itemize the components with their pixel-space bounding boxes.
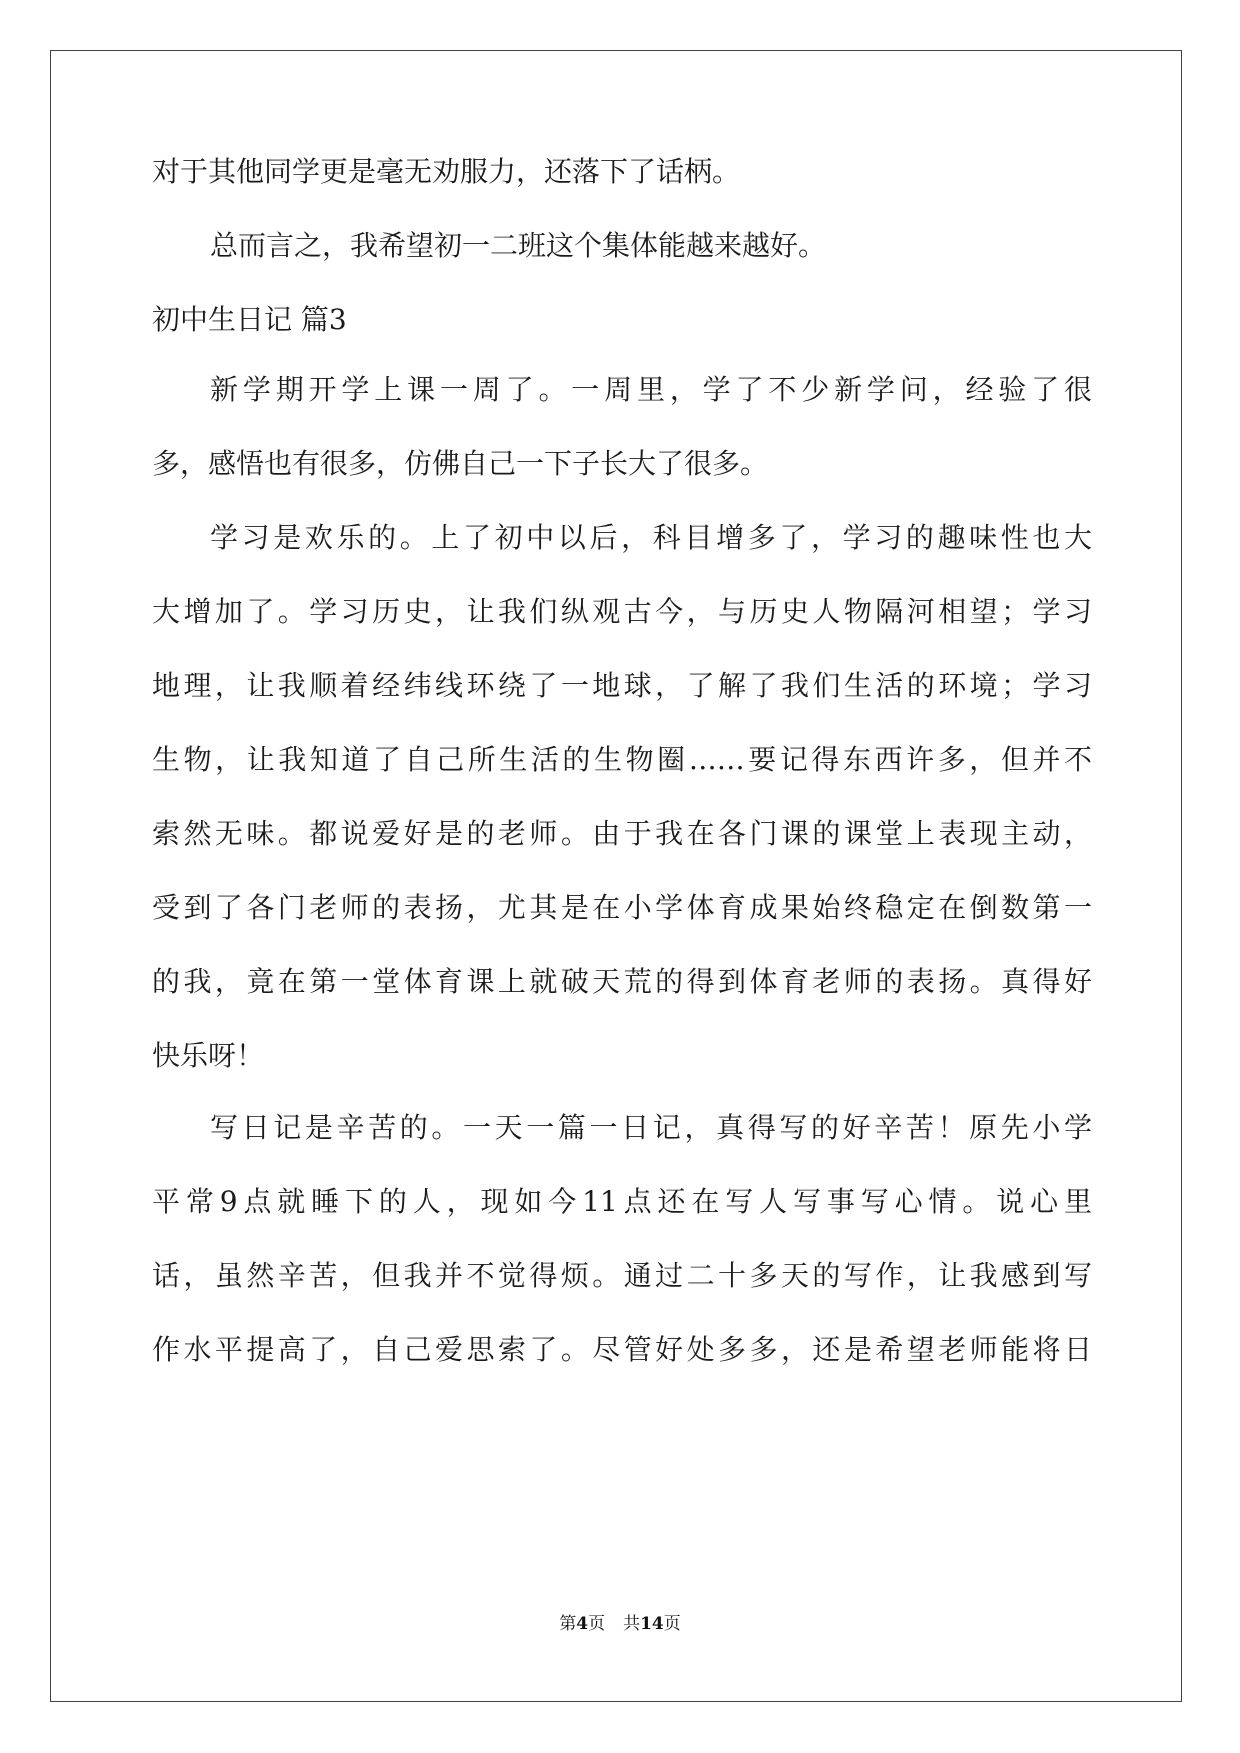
paragraph-line: 写日记是辛苦的。一天一篇一日记，真得写的好辛苦！原先小学 — [210, 1111, 1092, 1144]
paragraph-line: 大增加了。学习历史，让我们纵观古今，与历史人物隔河相望；学习 — [152, 595, 1092, 628]
paragraph-line: 话，虽然辛苦，但我并不觉得烦。通过二十多天的写作，让我感到写 — [152, 1259, 1092, 1292]
page-border — [50, 50, 1182, 1702]
paragraph-line: 新学期开学上课一周了。一周里，学了不少新学问，经验了很 — [210, 373, 1092, 406]
paragraph-line: 总而言之，我希望初一二班这个集体能越来越好。 — [210, 229, 827, 262]
paragraph-line: 学习是欢乐的。上了初中以后，科目增多了，学习的趣味性也大 — [210, 521, 1092, 554]
paragraph-line: 地理，让我顺着经纬线环绕了一地球，了解了我们生活的环境；学习 — [152, 669, 1092, 702]
paragraph-line: 生物，让我知道了自己所生活的生物圈……要记得东西许多，但并不 — [152, 743, 1092, 776]
section-heading: 初中生日记 篇3 — [152, 303, 347, 336]
paragraph-line: 索然无味。都说爱好是的老师。由于我在各门课的课堂上表现主动， — [152, 817, 1092, 850]
paragraph-line: 作水平提高了，自己爱思索了。尽管好处多多，还是希望老师能将日 — [152, 1333, 1092, 1366]
page-unit: 页 — [588, 1614, 606, 1634]
paragraph-line: 对于其他同学更是毫无劝服力，还落下了话柄。 — [152, 155, 741, 188]
page-footer — [0, 1612, 1240, 1636]
paragraph-line: 受到了各门老师的表扬，尤其是在小学体育成果始终稳定在倒数第一 — [152, 891, 1092, 924]
page-total-number: 14 — [640, 1614, 664, 1634]
paragraph-line: 多，感悟也有很多，仿佛自己一下子长大了很多。 — [152, 447, 769, 480]
paragraph-line: 的我，竟在第一堂体育课上就破天荒的得到体育老师的表扬。真得好 — [152, 965, 1092, 998]
paragraph-line: 平常9点就睡下的人，现如今11点还在写人写事写心情。说心里 — [152, 1185, 1092, 1218]
page-current-number: 4 — [576, 1614, 589, 1634]
paragraph-line: 快乐呀！ — [152, 1039, 265, 1072]
total-unit: 页 — [663, 1614, 681, 1634]
page-prefix: 第 — [559, 1614, 577, 1634]
total-prefix: 共 — [623, 1614, 641, 1634]
